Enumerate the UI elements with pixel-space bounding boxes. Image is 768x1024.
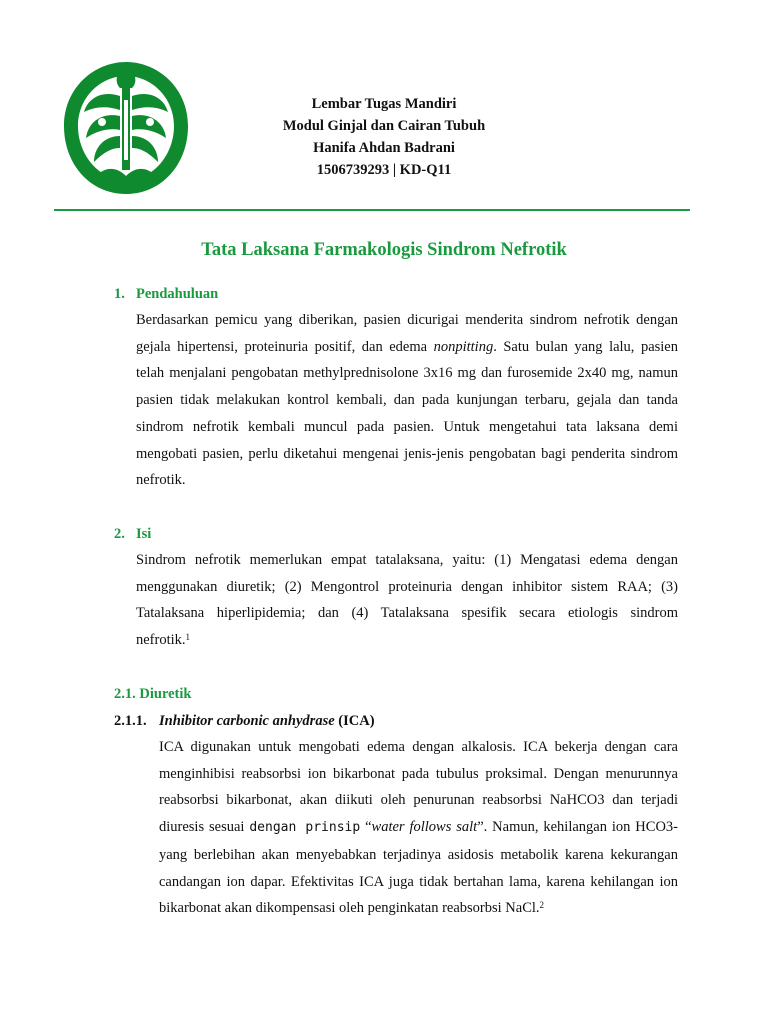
paragraph-line bbox=[136, 334, 678, 361]
paragraph-line: pasien tidak melakukan kontrol kembali, dan pada kunjungan terbaru, gejala dan tanda bbox=[136, 392, 678, 409]
paragraph-ica bbox=[159, 734, 678, 922]
subsubsection-heading-ica bbox=[114, 712, 375, 730]
paragraph-line: menggunakan diuretik; (2) Mengontrol proteinuria dengan inhibitor sistem RAA; (3) bbox=[136, 578, 678, 595]
text-run: gejala hipertensi, proteinuria positif, dan edema bbox=[136, 338, 434, 355]
paragraph-pendahuluan bbox=[136, 307, 678, 494]
document-header bbox=[230, 93, 538, 181]
paragraph-line bbox=[159, 814, 678, 842]
italic-term: Inhibitor carbonic anhydrase bbox=[159, 713, 335, 729]
text-run: diuresis sesuai bbox=[159, 819, 250, 836]
section-title: Pendahuluan bbox=[136, 286, 219, 302]
text-run: ”. Namun, kehilangan ion HCO3- bbox=[477, 819, 678, 836]
paragraph-line: mengobati pasien, perlu diketahui mengenai jenis-jenis pengobatan bagi penderita sindrom bbox=[136, 445, 678, 462]
subsection-number: 2.1.1. bbox=[114, 713, 147, 729]
header-line-author: Hanifa Ahdan Badrani bbox=[313, 140, 455, 156]
document-title: Tata Laksana Farmakologis Sindrom Nefrotik bbox=[201, 240, 567, 260]
paragraph-line: Berdasarkan pemicu yang diberikan, pasien dicurigai menderita sindrom nefrotik dengan bbox=[136, 312, 678, 328]
paragraph-line: menginhibisi reabsorbsi ion bikarbonat pada tubulus proksimal. Dengan menurunnya bbox=[159, 765, 678, 782]
paragraph-line: Sindrom nefrotik memerlukan empat tatalaksana, yaitu: (1) Mengatasi edema dengan bbox=[136, 552, 678, 568]
paragraph-line: yang berlebihan akan menyebabkan terjadinya asidosis metabolik karena kekurangan bbox=[159, 846, 678, 863]
paragraph-line: Tatalaksana hiperlipidemia; dan (4) Tatalaksana spesifik secara etiologis sindrom bbox=[136, 605, 678, 622]
header-line-assignment: Lembar Tugas Mandiri bbox=[311, 96, 457, 112]
paragraph-line bbox=[136, 627, 678, 654]
footnote-ref: 2 bbox=[539, 900, 545, 911]
university-logo bbox=[58, 56, 194, 200]
section-title: Isi bbox=[136, 526, 152, 542]
italic-term: water follows salt bbox=[371, 819, 478, 836]
paragraph-isi bbox=[136, 547, 678, 654]
paragraph-line: telah menjalani pengobatan methylprednisolone 3x16 mg dan furosemide 2x40 mg, namun bbox=[136, 365, 678, 382]
paragraph-line bbox=[159, 895, 678, 922]
text-run: nefrotik. bbox=[136, 632, 186, 649]
header-line-id: 1506739293 | KD-Q11 bbox=[316, 162, 452, 178]
text-run: . Satu bulan yang lalu, pasien bbox=[493, 338, 678, 355]
paragraph-line: nefrotik. bbox=[136, 472, 186, 489]
paragraph-line: candangan ion dapar. Efektivitas ICA juga tidak bertahan lama, karena kehilangan ion bbox=[159, 873, 678, 890]
section-heading-pendahuluan bbox=[114, 285, 218, 303]
subsection-heading-diuretik: 2.1. Diuretik bbox=[114, 686, 192, 702]
text-run: dengan prinsip bbox=[249, 820, 361, 836]
paragraph-line: sindrom nefrotik kembali muncul pada pasien. Untuk mengetahui tata laksana demi bbox=[136, 418, 678, 435]
text-run: (ICA) bbox=[334, 713, 375, 729]
section-number: 2. bbox=[114, 526, 125, 542]
italic-term: nonpitting bbox=[433, 338, 494, 355]
header-line-module: Modul Ginjal dan Cairan Tubuh bbox=[282, 118, 486, 134]
paragraph-line: reabsorbsi bikarbonat, akan diikuti oleh penurunan reabsorbsi NaHCO3 dan terjadi bbox=[159, 792, 678, 809]
section-number: 1. bbox=[114, 286, 125, 302]
text-run: “ bbox=[360, 819, 372, 836]
footnote-ref: 1 bbox=[185, 632, 191, 643]
header-divider bbox=[54, 209, 690, 211]
text-run: bikarbonat akan dikompensasi oleh penginkatan reabsorbsi NaCl. bbox=[159, 900, 540, 917]
paragraph-line: ICA digunakan untuk mengobati edema dengan alkalosis. ICA bekerja dengan cara bbox=[159, 739, 678, 755]
section-heading-isi bbox=[114, 525, 151, 543]
